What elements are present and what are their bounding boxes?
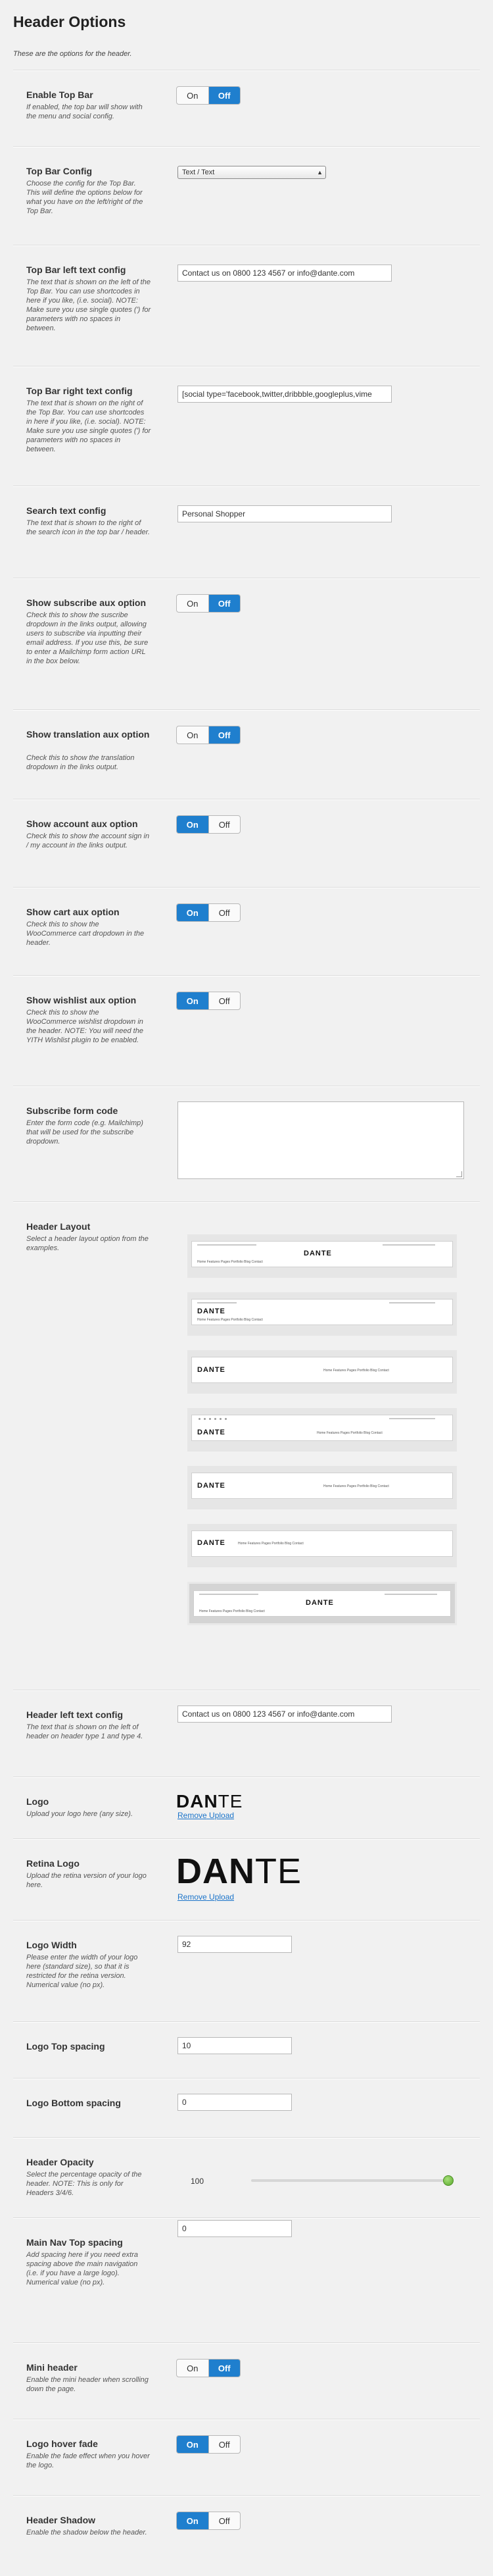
header-layout-preview xyxy=(191,1241,453,1267)
toggle-off[interactable]: Off xyxy=(208,904,241,921)
preview-logo: DANTE xyxy=(197,1539,225,1547)
slider-handle[interactable] xyxy=(443,2175,454,2186)
header-layout-preview xyxy=(191,1473,453,1499)
top-bar-right-text-label: Top Bar right text config xyxy=(26,386,133,396)
toggle-off[interactable]: Off xyxy=(208,87,241,104)
enable-top-bar-label: Enable Top Bar xyxy=(26,89,93,100)
preview-line xyxy=(389,1418,435,1419)
preview-line xyxy=(197,1244,256,1246)
retina-logo-remove-link[interactable]: Remove xyxy=(177,1892,207,1902)
divider xyxy=(13,146,480,147)
logo-remove-link[interactable]: Remove xyxy=(177,1811,207,1820)
logo-width-input[interactable]: 92 xyxy=(177,1936,292,1953)
top-bar-left-text-desc: The text that is shown on the left of the Top Bar. You can use shortcodes in here if you like, (i.e. social). NOTE: Make sure you use single quotes (') for parameters with no spaces in between. xyxy=(26,278,151,332)
logo-label: Logo xyxy=(26,1796,49,1807)
header-layout-option[interactable] xyxy=(187,1524,457,1567)
header-layout-option[interactable] xyxy=(187,1408,457,1452)
preview-nav: Home Features Pages Portfolio Blog Contact xyxy=(317,1431,383,1435)
divider xyxy=(13,709,480,710)
enable-top-bar-toggle[interactable] xyxy=(176,86,241,105)
header-shadow-toggle[interactable] xyxy=(176,2512,241,2530)
retina-logo-remove-upload-links xyxy=(177,1892,234,1902)
mini-header-desc: Enable the mini header when scrolling down the page. xyxy=(26,2376,149,2393)
header-layout-desc: Select a header layout option from the examples. xyxy=(26,1235,149,1252)
translation-aux-label: Show translation aux option xyxy=(26,729,150,740)
toggle-on[interactable]: On xyxy=(187,2363,199,2373)
header-layout-preview xyxy=(191,1530,453,1557)
account-aux-desc: Check this to show the account sign in / my account in the links output. xyxy=(26,832,150,849)
preview-line xyxy=(197,1302,237,1303)
preview-nav: Home Features Pages Portfolio Blog Contact xyxy=(197,1318,263,1322)
subscribe-aux-desc: Check this to show the suscribe dropdown in the links output, allowing users to subscribe via inputting their email address. If you use this, be sure to enter a Mailchimp form action URL in the box below. xyxy=(26,611,149,665)
cart-aux-toggle[interactable] xyxy=(176,903,241,922)
logo-hover-fade-desc: Enable the fade effect when you hover the logo. xyxy=(26,2452,150,2469)
preview-line xyxy=(385,1594,437,1595)
search-text-input[interactable]: Personal Shopper xyxy=(177,505,392,522)
mini-header-label: Mini header xyxy=(26,2362,78,2373)
preview-logo: DANTE xyxy=(304,1250,332,1257)
header-shadow-label: Header Shadow xyxy=(26,2515,96,2525)
header-left-text-desc: The text that is shown on the left of header on header type 1 and type 4. xyxy=(26,1723,143,1740)
toggle-off[interactable]: Off xyxy=(208,2360,241,2377)
header-layout-option[interactable] xyxy=(187,1292,457,1336)
header-opacity-slider[interactable] xyxy=(251,2179,448,2182)
divider xyxy=(13,2078,480,2079)
divider xyxy=(13,975,480,976)
header-layout-preview xyxy=(191,1357,453,1383)
header-opacity-value: 100 xyxy=(191,2177,204,2186)
toggle-off[interactable]: Off xyxy=(208,726,241,744)
preview-dot xyxy=(204,1418,206,1420)
select-arrows-icon: ▲ xyxy=(317,169,323,176)
logo-upload-link[interactable]: Upload xyxy=(209,1811,235,1820)
header-layout-preview xyxy=(193,1590,451,1617)
toggle-on[interactable]: On xyxy=(187,730,199,740)
divider xyxy=(13,2342,480,2343)
divider xyxy=(13,2217,480,2218)
header-layout-preview xyxy=(191,1415,453,1441)
wishlist-aux-label: Show wishlist aux option xyxy=(26,995,137,1005)
logo-width-desc: Please enter the width of your logo here (standard size), so that it is restricted for the retina version. Numerical value (no px). xyxy=(26,1954,138,1989)
toggle-on[interactable]: On xyxy=(177,992,208,1009)
header-layout-option[interactable] xyxy=(187,1234,457,1278)
search-text-desc: The text that is shown to the right of the search icon in the top bar / header. xyxy=(26,519,150,536)
account-aux-label: Show account aux option xyxy=(26,819,138,829)
preview-dot xyxy=(214,1418,216,1420)
top-bar-config-label: Top Bar Config xyxy=(26,166,93,176)
top-bar-config-desc: Choose the config for the Top Bar. This will define the options below for what you have on the left/right of the Top Bar. xyxy=(26,180,143,215)
logo-desc: Upload your logo here (any size). xyxy=(26,1810,133,1818)
header-layout-option[interactable] xyxy=(187,1350,457,1394)
preview-line xyxy=(383,1244,435,1246)
divider xyxy=(13,2137,480,2138)
preview-nav: Home Features Pages Portfolio Blog Contact xyxy=(197,1260,263,1264)
preview-nav: Home Features Pages Portfolio Blog Contact xyxy=(323,1484,389,1488)
divider xyxy=(13,1201,480,1202)
toggle-on[interactable]: On xyxy=(177,2512,208,2529)
preview-logo: DANTE xyxy=(197,1307,225,1315)
divider xyxy=(13,1920,480,1921)
header-opacity-label: Header Opacity xyxy=(26,2157,94,2167)
logo-top-spacing-label: Logo Top spacing xyxy=(26,2041,105,2052)
subscribe-aux-label: Show subscribe aux option xyxy=(26,597,147,608)
toggle-on[interactable]: On xyxy=(177,904,208,921)
toggle-off[interactable]: Off xyxy=(208,2436,241,2453)
main-nav-top-spacing-input[interactable]: 0 xyxy=(177,2220,292,2237)
wishlist-aux-desc: Check this to show the WooCommerce wishlist dropdown in the header. NOTE: You will need the YITH Wishlist plugin to be enabled. xyxy=(26,1009,143,1044)
header-layout-label: Header Layout xyxy=(26,1221,91,1232)
header-opacity-desc: Select the percentage opacity of the header. NOTE: This is only for Headers 3/4/6. xyxy=(26,2171,142,2197)
retina-logo-desc: Upload the retina version of your logo here. xyxy=(26,1872,147,1889)
top-bar-config-value: Text / Text xyxy=(182,168,215,176)
header-layout-option[interactable] xyxy=(187,1582,457,1625)
preview-logo: DANTE xyxy=(306,1599,334,1607)
subscribe-form-textarea[interactable] xyxy=(177,1101,464,1179)
account-aux-toggle[interactable] xyxy=(176,815,241,834)
divider xyxy=(13,2495,480,2496)
page-description: These are the options for the header. xyxy=(13,50,132,58)
search-text-label: Search text config xyxy=(26,505,106,516)
divider xyxy=(13,887,480,888)
mini-header-toggle[interactable] xyxy=(176,2359,241,2377)
logo-bottom-spacing-label: Logo Bottom spacing xyxy=(26,2098,121,2108)
divider xyxy=(13,1838,480,1839)
preview-dot xyxy=(225,1418,227,1420)
top-bar-right-text-input[interactable]: [social type='facebook,twitter,dribbble,googleplus,vime xyxy=(177,386,392,403)
retina-logo-preview: DANTE xyxy=(176,1852,302,1891)
divider xyxy=(13,2021,480,2022)
logo-preview: DANTE xyxy=(176,1791,243,1811)
header-left-text-label: Header left text config xyxy=(26,1709,124,1720)
toggle-on[interactable]: On xyxy=(177,2436,208,2453)
cart-aux-label: Show cart aux option xyxy=(26,907,120,917)
preview-line xyxy=(199,1594,258,1595)
logo-hover-fade-label: Logo hover fade xyxy=(26,2438,98,2449)
header-layout-preview xyxy=(191,1299,453,1325)
logo-hover-fade-toggle[interactable] xyxy=(176,2435,241,2454)
preview-dot xyxy=(220,1418,222,1420)
preview-nav: Home Features Pages Portfolio Blog Contact xyxy=(238,1542,304,1546)
header-shadow-desc: Enable the shadow below the header. xyxy=(26,2529,147,2537)
main-nav-top-spacing-desc: Add spacing here if you need extra spacing above the main navigation (i.e. if you have a large logo). Numerical value (no px). xyxy=(26,2251,139,2286)
main-nav-top-spacing-label: Main Nav Top spacing xyxy=(26,2237,123,2248)
top-bar-config-select[interactable] xyxy=(177,166,326,179)
header-left-text-input[interactable]: Contact us on 0800 123 4567 or info@dante.com xyxy=(177,1705,392,1723)
subscribe-form-label: Subscribe form code xyxy=(26,1105,118,1116)
preview-nav: Home Features Pages Portfolio Blog Contact xyxy=(323,1369,389,1373)
logo-top-spacing-input[interactable]: 10 xyxy=(177,2037,292,2054)
logo-remove-upload-links xyxy=(177,1811,234,1820)
preview-line xyxy=(389,1302,435,1303)
translation-aux-toggle[interactable] xyxy=(176,726,241,744)
retina-logo-label: Retina Logo xyxy=(26,1858,80,1869)
top-bar-left-text-input[interactable]: Contact us on 0800 123 4567 or info@dante.com xyxy=(177,265,392,282)
toggle-on[interactable]: On xyxy=(187,90,199,101)
cart-aux-desc: Check this to show the WooCommerce cart dropdown in the header. xyxy=(26,921,145,947)
enable-top-bar-desc: If enabled, the top bar will show with the menu and social config. xyxy=(26,103,143,120)
toggle-on[interactable]: On xyxy=(187,598,199,609)
retina-logo-upload-link[interactable]: Upload xyxy=(209,1892,235,1902)
toggle-on[interactable]: On xyxy=(177,816,208,833)
toggle-off[interactable]: Off xyxy=(208,816,241,833)
toggle-off[interactable]: Off xyxy=(208,595,241,612)
logo-bottom-spacing-input[interactable]: 0 xyxy=(177,2094,292,2111)
preview-logo: DANTE xyxy=(197,1482,225,1490)
subscribe-aux-toggle[interactable] xyxy=(176,594,241,613)
page-title: Header Options xyxy=(13,13,126,30)
wishlist-aux-toggle[interactable] xyxy=(176,992,241,1010)
preview-logo: DANTE xyxy=(197,1366,225,1374)
toggle-off[interactable]: Off xyxy=(208,2512,241,2529)
preview-dot xyxy=(199,1418,200,1420)
preview-nav: Home Features Pages Portfolio Blog Contact xyxy=(199,1609,265,1613)
subscribe-form-desc: Enter the form code (e.g. Mailchimp) that will be used for the subscribe dropdown. xyxy=(26,1119,143,1146)
preview-dot xyxy=(209,1418,211,1420)
translation-aux-desc: Check this to show the translation dropdown in the links output. xyxy=(26,754,135,771)
logo-width-label: Logo Width xyxy=(26,1940,77,1950)
top-bar-left-text-label: Top Bar left text config xyxy=(26,265,126,275)
preview-logo: DANTE xyxy=(197,1428,225,1436)
toggle-off[interactable]: Off xyxy=(208,992,241,1009)
header-layout-option[interactable] xyxy=(187,1466,457,1509)
top-bar-right-text-desc: The text that is shown on the right of the Top Bar. You can use shortcodes in here if you like, (i.e. social). NOTE: Make sure you use single quotes (') for parameters with no spaces in between. xyxy=(26,399,151,453)
